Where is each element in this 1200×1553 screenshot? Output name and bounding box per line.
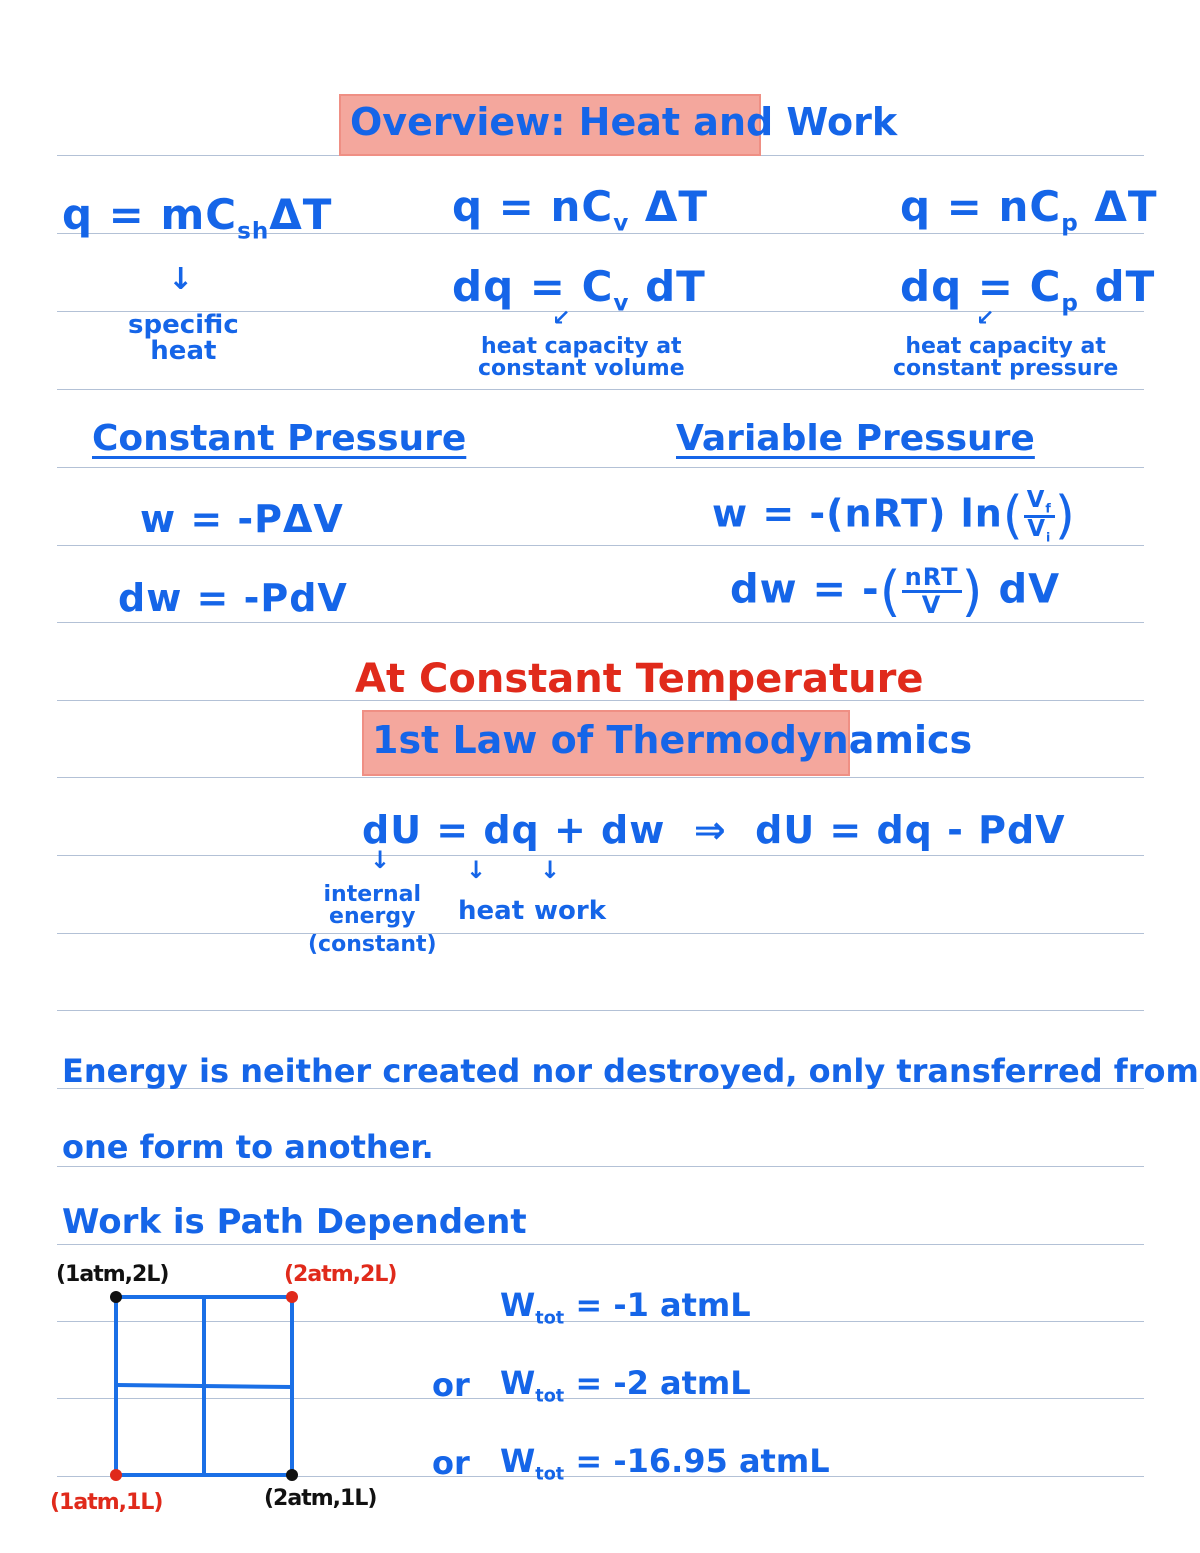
ruled-line bbox=[57, 389, 1144, 390]
energy-statement-line1: Energy is neither created nor destroyed, only transferred from bbox=[62, 1052, 1199, 1090]
work-total-option-2: $W_{tot} = -2$ atmL bbox=[500, 1364, 751, 1407]
constant-pressure-heading: Constant Pressure bbox=[92, 418, 467, 459]
arrow-down-icon: ↓ bbox=[370, 846, 391, 874]
heat-label: heat bbox=[458, 896, 525, 926]
corner-point-br bbox=[286, 1469, 298, 1481]
arrow-down-icon: ↓ bbox=[540, 856, 561, 884]
constant-temperature-heading: At Constant Temperature bbox=[355, 656, 924, 702]
or-label: or bbox=[432, 1366, 470, 1404]
corner-point-tl bbox=[110, 1291, 122, 1303]
work-total-option-1: $W_{tot} = -1$ atmL bbox=[500, 1286, 751, 1329]
work-differential-variable-equation: dw = -( $\frac{\text{nRT}}{V}$ ) dV bbox=[730, 560, 1061, 623]
pv-path-diagram bbox=[100, 1285, 310, 1485]
ruled-line bbox=[57, 855, 1144, 856]
first-law-equation: dU = dq + dw ⇒ dU = dq - PdV bbox=[362, 808, 1066, 852]
internal-energy-label: internal energy (constant) bbox=[308, 882, 437, 957]
specific-heat-note: specific heat bbox=[128, 310, 239, 366]
point-label-1atm-1l: (1atm,1L) bbox=[50, 1490, 163, 1515]
corner-point-bl bbox=[110, 1469, 122, 1481]
point-label-1atm-2l: (1atm,2L) bbox=[56, 1262, 169, 1287]
differential-heat-volume-equation: dq = $C_v$ dT bbox=[452, 262, 706, 317]
page-title: Overview: Heat and Work bbox=[350, 100, 898, 144]
work-variable-pressure-equation: w = -(nRT) ln( $\frac{V_f}{V_i}$ ) bbox=[712, 486, 1076, 546]
ruled-line bbox=[57, 777, 1144, 778]
specific-heat-equation: $q = mC_{sh}\Delta T$ bbox=[62, 190, 333, 245]
work-total-option-3: $W_{tot} = -16.95$ atmL bbox=[500, 1442, 830, 1485]
path-dependent-heading: Work is Path Dependent bbox=[62, 1202, 527, 1242]
ruled-line bbox=[57, 467, 1144, 468]
or-label: or bbox=[432, 1444, 470, 1482]
point-label-2atm-2l: (2atm,2L) bbox=[284, 1262, 397, 1287]
ruled-line bbox=[57, 1244, 1144, 1245]
arrow-down-icon: ↓ bbox=[466, 856, 487, 884]
energy-statement-line2: one form to another. bbox=[62, 1128, 434, 1166]
differential-heat-pressure-equation: dq = $C_p$ dT bbox=[900, 262, 1156, 317]
work-label: work bbox=[534, 896, 606, 926]
arrow-down-icon: ↓ bbox=[168, 262, 194, 297]
ruled-line bbox=[57, 1010, 1144, 1011]
point-label-2atm-1l: (2atm,1L) bbox=[264, 1486, 377, 1511]
corner-point-tr bbox=[286, 1291, 298, 1303]
variable-pressure-heading: Variable Pressure bbox=[676, 418, 1035, 459]
first-law-title: 1st Law of Thermodynamics bbox=[372, 718, 973, 762]
ruled-line bbox=[57, 933, 1144, 934]
work-differential-constant-equation: dw = -PdV bbox=[118, 576, 348, 620]
arrow-down-icon: ↙ bbox=[976, 306, 995, 331]
heat-capacity-pressure-note: heat capacity at constant pressure bbox=[893, 334, 1119, 381]
heat-capacity-volume-note: heat capacity at constant volume bbox=[478, 334, 685, 381]
path-horizontal-mid bbox=[116, 1385, 292, 1387]
work-constant-pressure-equation: w = -PΔV bbox=[140, 497, 344, 541]
arrow-down-icon: ↙ bbox=[552, 306, 571, 331]
heat-const-volume-equation: $q = nC_v$ ΔT bbox=[452, 182, 709, 237]
heat-const-pressure-equation: $q = nC_p$ ΔT bbox=[900, 182, 1158, 237]
ruled-line bbox=[57, 1166, 1144, 1167]
